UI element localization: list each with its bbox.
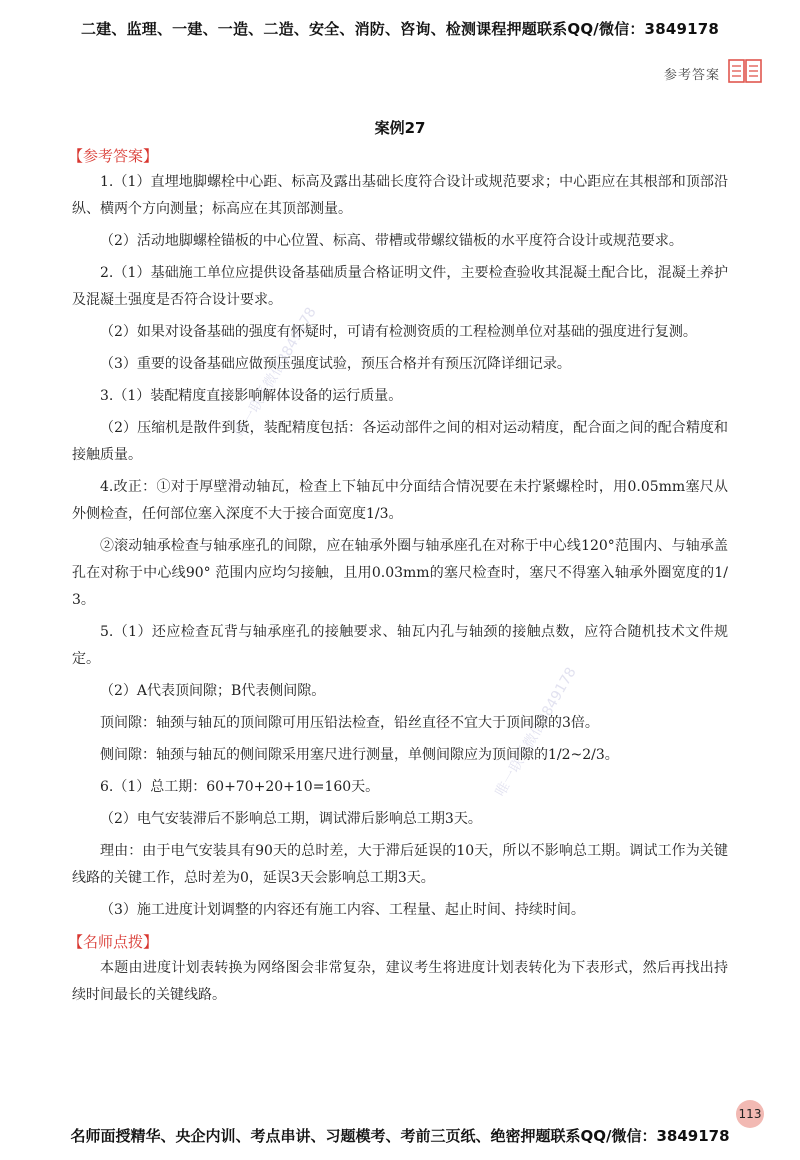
teacher-tips-paragraph: 本题由进度计划表转换为网络图会非常复杂，建议考生将进度计划表转化为下表形式，然后再找出持续时间最长的关键线路。 — [72, 960, 728, 1003]
top-banner: 二建、监理、一建、一造、二造、安全、消防、咨询、检测课程押题联系QQ/微信：3849178 — [80, 20, 720, 38]
answer-paragraph: （2）电气安装滞后不影响总工期，调试滞后影响总工期3天。 — [100, 811, 482, 827]
answer-paragraph: （2）压缩机是散件到货，装配精度包括：各运动部件之间的相对运动精度，配合面之间的配合精度和接触质量。 — [72, 420, 728, 463]
answer-paragraph: 5.（1）还应检查瓦背与轴承座孔的接触要求、轴瓦内孔与轴颈的接触点数，应符合随机技术文件规定。 — [72, 624, 728, 667]
answer-paragraph: 理由：由于电气安装具有90天的总时差，大于滞后延误的10天，所以不影响总工期。调试工作为关键线路的关键工作，总时差为0，延误3天会影响总工期3天。 — [72, 843, 728, 886]
book-icon — [728, 58, 762, 84]
answer-paragraph: 侧间隙：轴颈与轴瓦的侧间隙采用塞尺进行测量，单侧间隙应为顶间隙的1/2~2/3。 — [100, 747, 619, 763]
answer-paragraph: （3）施工进度计划调整的内容还有施工内容、工程量、起止时间、持续时间。 — [100, 902, 585, 918]
page-number-badge: 113 — [736, 1100, 764, 1128]
watermark-text: 唯一联系微信3849178 — [492, 664, 580, 800]
watermark-text: 唯一联系微信3849178 — [232, 304, 320, 440]
answer-paragraph: （2）活动地脚螺栓锚板的中心位置、标高、带槽或带螺纹锚板的水平度符合设计或规范要求。 — [100, 233, 683, 249]
answer-paragraph: 2.（1）基础施工单位应提供设备基础质量合格证明文件，主要检查验收其混凝土配合比，混凝土养护及混凝土强度是否符合设计要求。 — [72, 265, 728, 308]
bottom-banner: 名师面授精华、央企内训、考点串讲、习题模考、考前三页纸、绝密押题联系QQ/微信：3849178 — [70, 1127, 730, 1145]
answer-paragraph: 1.（1）直埋地脚螺栓中心距、标高及露出基础长度符合设计或规范要求；中心距应在其根部和顶部沿纵、横两个方向测量；标高应在其顶部测量。 — [72, 174, 728, 217]
answer-paragraph: （2）A代表顶间隙；B代表侧间隙。 — [100, 683, 326, 699]
teacher-tips-heading: 【名师点拨】 — [68, 933, 159, 951]
answer-section-heading: 【参考答案】 — [68, 147, 159, 165]
answer-paragraph: 顶间隙：轴颈与轴瓦的顶间隙可用压铅法检查，铅丝直径不宜大于顶间隙的3倍。 — [100, 715, 599, 731]
reference-answer-label: 参考答案 — [663, 68, 720, 83]
answer-content — [68, 143, 728, 1014]
answer-paragraph: （3）重要的设备基础应做预压强度试验，预压合格并有预压沉降详细记录。 — [100, 356, 571, 372]
answer-paragraph: （2）如果对设备基础的强度有怀疑时，可请有检测资质的工程检测单位对基础的强度进行复测。 — [100, 324, 697, 340]
case-title: 案例27 — [374, 119, 426, 137]
answer-paragraph: ②滚动轴承检查与轴承座孔的间隙，应在轴承外圈与轴承座孔在对称于中心线120°范围内、与轴承盖孔在对称于中心线90° 范围内应均匀接触，且用0.03mm的塞尺检查时，塞尺不得塞入轴承外圈宽度的1/3。 — [72, 538, 728, 608]
answer-paragraph: 3.（1）装配精度直接影响解体设备的运行质量。 — [100, 388, 403, 404]
answer-paragraph: 6.（1）总工期：60+70+20+10=160天。 — [100, 779, 380, 795]
answer-paragraph: 4.改正：①对于厚壁滑动轴瓦，检查上下轴瓦中分面结合情况要在未拧紧螺栓时，用0.05mm塞尺从外侧检查，任何部位塞入深度不大于接合面宽度1/3。 — [72, 479, 728, 522]
